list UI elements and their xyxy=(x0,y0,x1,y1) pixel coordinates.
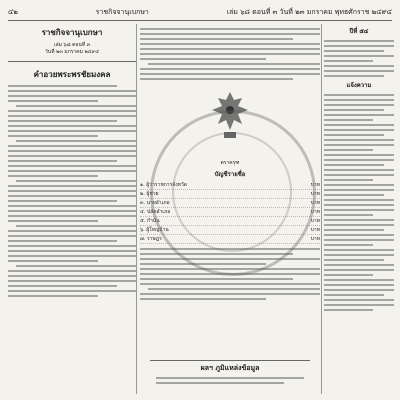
table-row: ๑. ผู้ว่าราชการจังหวัด บาท xyxy=(140,182,320,188)
table-row: ๔. ปลัดอำเภอ บาท xyxy=(140,209,320,215)
article-heading: คำอวยพระพรชัยมงคล xyxy=(33,69,111,79)
table-row: ๕. กำนัน บาท xyxy=(140,218,320,224)
right-subheading: แจ้งความ xyxy=(346,82,372,89)
table-row: ๓. นายอำเภอ บาท xyxy=(140,200,320,206)
page-number: ๔๒ xyxy=(8,7,18,16)
table-row: ๖. ผู้ใหญ่บ้าน บาท xyxy=(140,227,320,233)
right-heading: ปีที่ ๕๔ xyxy=(349,28,369,35)
table-title: บัญชีรายชื่อ xyxy=(214,171,246,178)
left-column xyxy=(8,24,136,396)
mid-top-body xyxy=(140,28,320,80)
seal-stamp-inner xyxy=(172,132,292,252)
column-rule-right xyxy=(321,24,322,394)
emblem-caption: ตราครุฑ xyxy=(220,160,240,166)
issue-info: เล่ม ๖๘ ตอนที่ ๓ วันที่ ๒๓ มกราคม พุทธศักราช ๒๔๙๔ xyxy=(226,7,392,16)
table-row: ๒. ผู้ช่วย บาท xyxy=(140,191,320,197)
publication-name: ราชกิจจานุเบกษา xyxy=(95,7,149,16)
divider xyxy=(8,61,136,62)
article-body xyxy=(8,85,136,297)
bottom-title: ผลฯ ภูมิแหล่งข้อมูล xyxy=(200,363,260,372)
meta-line-2: วันที่ ๒๓ มกราคม ๒๔๙๔ xyxy=(45,49,99,55)
meta-line-1: เล่ม ๖๘ ตอนที่ ๓ xyxy=(53,42,91,48)
section-title: ราชกิจจานุเบกษา xyxy=(41,27,103,37)
bottom-section xyxy=(150,360,310,395)
page-header xyxy=(8,4,392,21)
right-column xyxy=(324,24,394,396)
column-rule-left xyxy=(136,24,137,394)
table-row: ๗. ราษฎร บาท xyxy=(140,236,320,242)
